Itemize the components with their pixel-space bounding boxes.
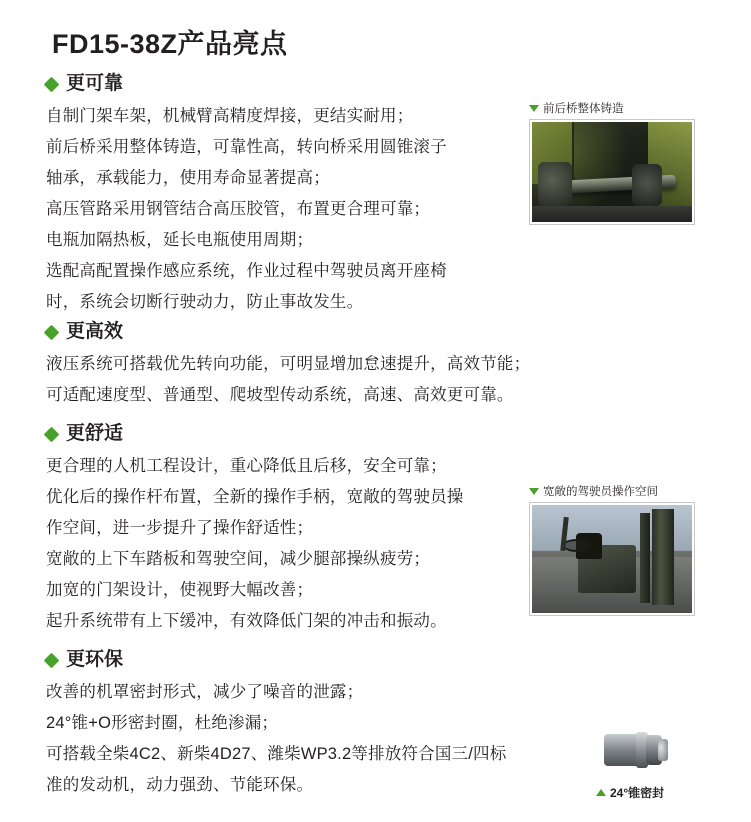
section-heading-row: [46, 650, 626, 671]
body-line: 改善的机罩密封形式，减少了噪音的泄露；: [46, 682, 364, 701]
section-heading: 更环保: [66, 649, 124, 670]
figure-cab-frame: [529, 502, 695, 616]
body-line: 加宽的门架设计，使视野大幅改善；: [46, 580, 314, 599]
figure-axle-photo: [532, 122, 692, 222]
section-heading: 更高效: [66, 321, 124, 342]
body-line: 前后桥采用整体铸造，可靠性高，转向桥采用圆锥滚子: [46, 137, 447, 156]
figure-axle-frame: [529, 119, 695, 225]
body-line: 优化后的操作杆布置，全新的操作手柄，宽敞的驾驶员操: [46, 487, 464, 506]
body-line: 可适配速度型、普通型、爬坡型传动系统，高速、高效更可靠。: [46, 385, 514, 404]
photo-detail: [640, 513, 650, 603]
body-line: 24°锥+O形密封圈，杜绝渗漏；: [46, 713, 279, 732]
body-line: 自制门架车架，机械臂高精度焊接，更结实耐用；: [46, 106, 414, 125]
section-efficient: [46, 322, 666, 411]
page-title: FD15-38Z产品亮点: [52, 29, 288, 59]
figure-seal-photo: [596, 722, 674, 780]
figure-cab-caption: 宽敞的驾驶员操作空间: [543, 486, 658, 498]
figure-seal-caption: 24°锥密封: [610, 786, 665, 800]
body-line: 选配高配置操作感应系统，作业过程中驾驶员离开座椅: [46, 261, 447, 280]
section-eco: [46, 650, 626, 801]
body-line: 时，系统会切断行驶动力，防止事故发生。: [46, 292, 364, 311]
section-heading: 更可靠: [66, 73, 124, 94]
section-body: [46, 349, 666, 411]
section-body: [46, 451, 566, 637]
triangle-down-icon: [529, 488, 539, 495]
photo-detail: [562, 539, 592, 552]
body-line: 起升系统带有上下缓冲，有效降低门架的冲击和振动。: [46, 611, 447, 630]
body-line: 高压管路采用钢管结合高压胶管，布置更合理可靠；: [46, 199, 431, 218]
diamond-bullet-icon: [44, 653, 60, 669]
figure-seal: [596, 722, 674, 801]
figure-cab-caption-row: [529, 483, 695, 499]
triangle-up-icon: [596, 789, 606, 796]
diamond-bullet-icon: [44, 427, 60, 443]
figure-cab-photo: [532, 505, 692, 613]
body-line: 轴承，承载能力，使用寿命显著提高；: [46, 168, 330, 187]
body-line: 可搭载全柴4C2、新柴4D27、潍柴WP3.2等排放符合国三/四标: [46, 744, 507, 763]
photo-detail: [658, 739, 668, 761]
section-heading: 更舒适: [66, 423, 124, 444]
diamond-bullet-icon: [44, 77, 60, 93]
figure-seal-caption-row: [596, 784, 674, 801]
body-line: 电瓶加隔热板，延长电瓶使用周期；: [46, 230, 314, 249]
section-heading-row: [46, 424, 566, 445]
figure-axle: [529, 100, 695, 225]
section-heading-row: [46, 74, 566, 95]
section-body: [46, 101, 566, 318]
body-line: 作空间，进一步提升了操作舒适性；: [46, 518, 314, 537]
diamond-bullet-icon: [44, 325, 60, 341]
triangle-down-icon: [529, 105, 539, 112]
body-line: 宽敞的上下车踏板和驾驶空间，减少腿部操纵疲劳；: [46, 549, 431, 568]
photo-detail: [652, 509, 674, 605]
section-reliable: [46, 74, 566, 318]
body-line: 液压系统可搭载优先转向功能，可明显增加怠速提升，高效节能；: [46, 354, 531, 373]
photo-detail: [538, 162, 572, 206]
section-heading-row: [46, 322, 666, 343]
photo-detail: [604, 734, 640, 766]
body-line: 准的发动机，动力强劲、节能环保。: [46, 775, 314, 794]
figure-cab: [529, 483, 695, 616]
figure-axle-caption: 前后桥整体铸造: [543, 103, 624, 115]
photo-detail: [532, 206, 692, 222]
figure-axle-caption-row: [529, 100, 695, 116]
body-line: 更合理的人机工程设计，重心降低且后移，安全可靠；: [46, 456, 447, 475]
section-comfortable: [46, 424, 566, 637]
section-body: [46, 677, 626, 801]
photo-detail: [632, 164, 662, 206]
